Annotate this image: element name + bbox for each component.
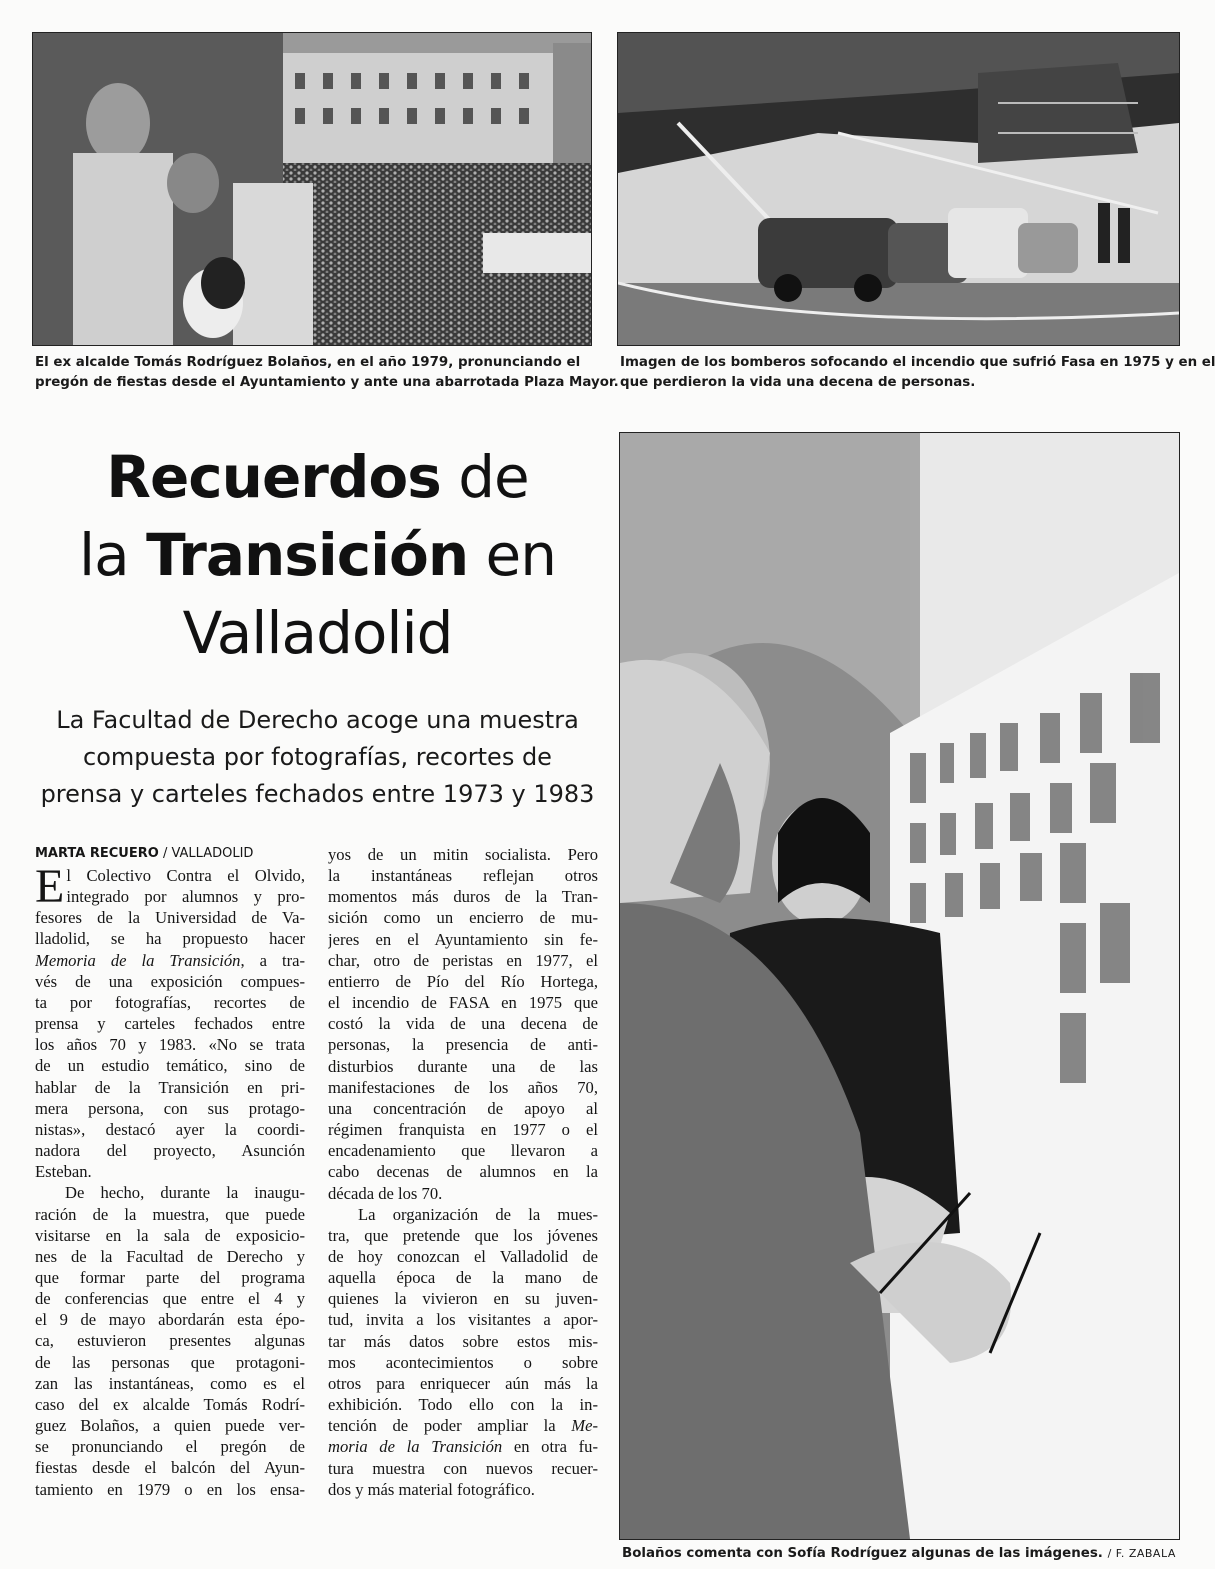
text-line: tura muestra con nuevos recuer- — [328, 1458, 598, 1478]
text-line: entierro de Pío del Río Hortega, — [328, 971, 598, 991]
caption-line: Imagen de los bomberos sofocando el incendio que sufrió Fasa en 1975 y en el — [620, 355, 1215, 370]
headline-word: Recuerdos — [106, 443, 441, 511]
subhead-line: La Facultad de Derecho acoge una muestra — [56, 706, 579, 734]
text-line: de conferencias que entre el 4 y — [35, 1289, 305, 1309]
text-line: De hecho, durante la inaugu- — [65, 1183, 305, 1203]
text-line: encadenamiento que llevaron a — [328, 1141, 598, 1161]
text-line: tamiento en 1979 o en los ensa- — [35, 1479, 305, 1499]
text-line: lladolid, se ha propuesto hacer — [35, 929, 305, 949]
text-line: tud, invita a los visitantes a apor- — [328, 1310, 598, 1330]
text-line: l Colectivo Contra el Olvido, — [66, 866, 305, 885]
text-line: de las personas que protagoni- — [35, 1352, 305, 1372]
text-line: yos de un mitin socialista. Pero — [328, 845, 598, 864]
text-line: que formar parte del programa — [35, 1267, 305, 1287]
text-line: fiestas desde el balcón del Ayun- — [35, 1458, 305, 1478]
text-line: década de los 70. — [328, 1183, 443, 1203]
subhead-line: compuesta por fotografías, recortes de — [83, 743, 552, 771]
text-line: guez Bolaños, a quien puede ver- — [35, 1416, 305, 1436]
caption-line: pregón de fiestas desde el Ayuntamiento y ante una abarrotada Plaza Mayor. — [35, 375, 619, 390]
italic-title: Memoria de la Transición — [35, 950, 241, 970]
text-line: el incendio de FASA en 1975 que — [328, 993, 598, 1013]
text-line: aquella época de la mano de — [328, 1268, 598, 1288]
headline-word: Transición — [146, 521, 469, 589]
author-name: MARTA RECUERO — [35, 846, 159, 861]
text-line: régimen franquista en 1977 o el — [328, 1120, 598, 1140]
text-line: personas, la presencia de anti- — [328, 1035, 598, 1055]
dateline: / VALLADOLID — [158, 846, 254, 861]
text-line: vés de una exposición compues- — [35, 971, 305, 991]
text-line: disturbios durante una de las — [328, 1056, 598, 1076]
text-line: tar más datos sobre estos mis- — [328, 1331, 598, 1351]
headline-word: en — [468, 521, 556, 589]
text-line: prensa y carteles fechados entre — [35, 1014, 305, 1034]
fasa-fire-photo — [617, 32, 1180, 346]
subheadline — [30, 702, 605, 813]
fasa-fire-caption — [620, 353, 1215, 393]
text-line: mera persona, con sus protago- — [35, 1098, 305, 1118]
article-column-1 — [35, 860, 305, 1500]
text-line: quienes la vivieron en su juven- — [328, 1289, 598, 1309]
byline — [35, 846, 253, 861]
text-line: manifestaciones de los años 70, — [328, 1077, 598, 1097]
photo-credit: / F. ZABALA — [1107, 1547, 1176, 1560]
text-line: cabo decenas de alumnos en la — [328, 1162, 598, 1182]
text-line: nes de la Facultad de Derecho y — [35, 1246, 305, 1266]
caption-line: El ex alcalde Tomás Rodríguez Bolaños, en el año 1979, pronunciando el — [35, 355, 581, 370]
plaza-mayor-caption — [35, 353, 619, 393]
text-line: mos acontecimientos o sobre — [328, 1352, 598, 1372]
text-line: jeres en el Ayuntamiento sin fe- — [328, 929, 598, 949]
italic-title: moria de la Transición — [328, 1437, 503, 1457]
text-line: Esteban. — [35, 1162, 92, 1182]
exhibition-photo — [619, 432, 1180, 1540]
text-line: ca, estuvieron presentes algunas — [35, 1331, 305, 1351]
text-line: La organización de la mues- — [358, 1204, 598, 1224]
text-line: nistas», destacó ayer la coordi- — [35, 1119, 305, 1139]
text-line: zan las instantáneas, como es el — [35, 1373, 305, 1393]
text-line: el 9 de mayo abordarán esta épo- — [35, 1310, 305, 1330]
text-line: costó la vida de una decena de — [328, 1014, 598, 1034]
text-line: otros para enriquecer aún más la — [328, 1373, 598, 1393]
text-line: una concentración de apoyo al — [328, 1098, 598, 1118]
headline — [30, 438, 605, 672]
subhead-line: prensa y carteles fechados entre 1973 y 1983 — [40, 780, 595, 808]
caption-text: Bolaños comenta con Sofía Rodríguez algunas de las imágenes. — [622, 1546, 1103, 1561]
italic-title: Me- — [571, 1416, 598, 1436]
text-line: fesores de la Universidad de Va- — [35, 908, 305, 928]
text-line: hablar de la Transición en pri- — [35, 1077, 305, 1097]
text-line: momentos más duros de la Tran- — [328, 887, 598, 907]
caption-line: que perdieron la vida una decena de personas. — [620, 375, 976, 390]
article-column-2 — [328, 844, 598, 1500]
text-line: visitarse en la sala de exposicio- — [35, 1225, 305, 1245]
text-line: nadora del proyecto, Asunción — [35, 1141, 305, 1161]
headline-word: la — [78, 521, 147, 589]
headline-word: Valladolid — [182, 599, 453, 667]
text-line: caso del ex alcalde Tomás Rodrí- — [35, 1394, 305, 1414]
text-run: en otra fu- — [502, 1437, 598, 1457]
text-line: exhibición. Todo ello con la in- — [328, 1395, 598, 1415]
text-line: char, otro de peristas en 1977, el — [328, 950, 598, 970]
text-run: tención de poder ampliar la — [328, 1416, 572, 1436]
text-line: ta por fotografías, recortes de — [35, 992, 305, 1012]
text-line: de hoy conozcan el Valladolid de — [328, 1246, 598, 1266]
drop-cap: E — [35, 860, 65, 913]
text-line: dos y más material fotográfico. — [328, 1479, 535, 1499]
text-line: ración de la muestra, que puede — [35, 1204, 305, 1224]
text-line — [35, 950, 305, 971]
text-run: , a tra- — [240, 950, 305, 970]
text-line: se pronunciando el pregón de — [35, 1437, 305, 1457]
text-line: la instantáneas reflejan otros — [328, 866, 598, 886]
text-line: los años 70 y 1983. «No se trata — [35, 1035, 305, 1055]
text-line: tra, que pretende que los jóvenes — [328, 1225, 598, 1245]
headline-word: de — [440, 443, 529, 511]
text-line — [328, 1415, 598, 1436]
plaza-mayor-photo — [32, 32, 592, 346]
text-line — [328, 1436, 598, 1457]
exhibition-caption — [622, 1544, 1176, 1564]
text-line: integrado por alumnos y pro- — [66, 887, 305, 907]
text-line: de un estudio temático, sino de — [35, 1056, 305, 1076]
text-line: sición como un encierro de mu- — [328, 908, 598, 928]
